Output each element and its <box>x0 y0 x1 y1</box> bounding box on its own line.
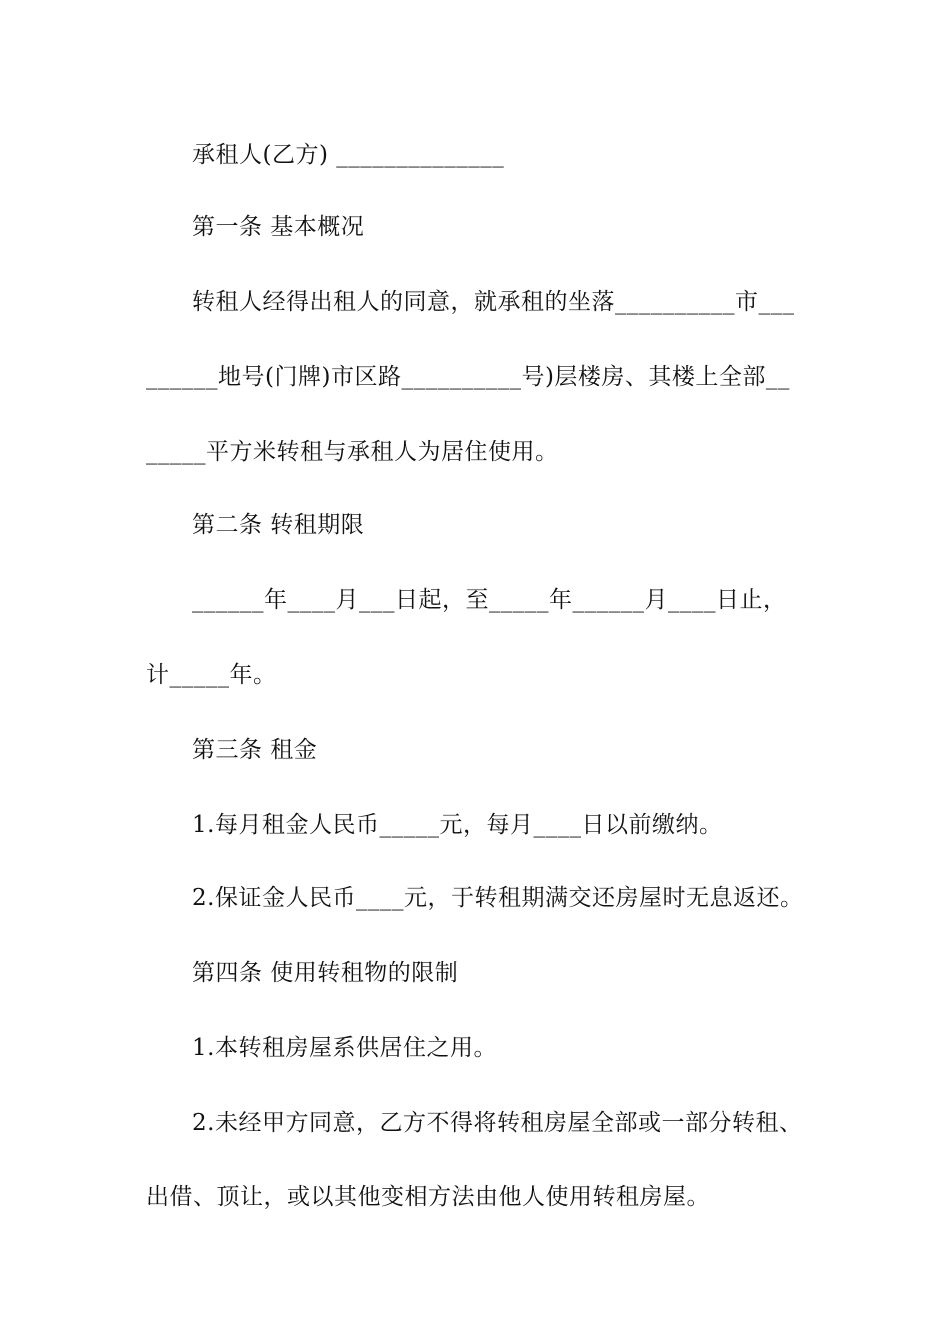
lessee-party-line: 承租人(乙方) ______________ <box>192 142 505 168</box>
article-3-heading: 第三条 租金 <box>192 737 318 763</box>
usage-restriction-item-2-line-2: 出借、顶让，或以其他变相方法由他人使用转租房屋。 <box>146 1184 710 1210</box>
lease-period-line-1: ______年____月___日起，至_____年______月____日止， <box>192 587 787 613</box>
article-1-heading: 第一条 基本概况 <box>192 214 365 240</box>
article-1-paragraph-line-3: _____平方米转租与承租人为居住使用。 <box>146 439 559 465</box>
lease-period-line-2: 计_____年。 <box>146 662 277 688</box>
usage-restriction-item-2-line-1: 2.未经甲方同意，乙方不得将转租房屋全部或一部分转租、 <box>192 1110 803 1136</box>
rent-item-1: 1.每月租金人民币_____元，每月____日以前缴纳。 <box>192 812 723 838</box>
article-1-paragraph-line-1: 转租人经得出租人的同意，就承租的坐落__________市___ <box>192 289 795 315</box>
usage-restriction-item-1: 1.本转租房屋系供居住之用。 <box>192 1035 497 1061</box>
article-1-paragraph-line-2: ______地号(门牌)市区路__________号)层楼房、其楼上全部__ <box>146 364 790 390</box>
article-4-heading: 第四条 使用转租物的限制 <box>192 960 459 986</box>
article-2-heading: 第二条 转租期限 <box>192 512 365 538</box>
rent-item-2: 2.保证金人民币____元，于转租期满交还房屋时无息返还。 <box>192 885 804 911</box>
